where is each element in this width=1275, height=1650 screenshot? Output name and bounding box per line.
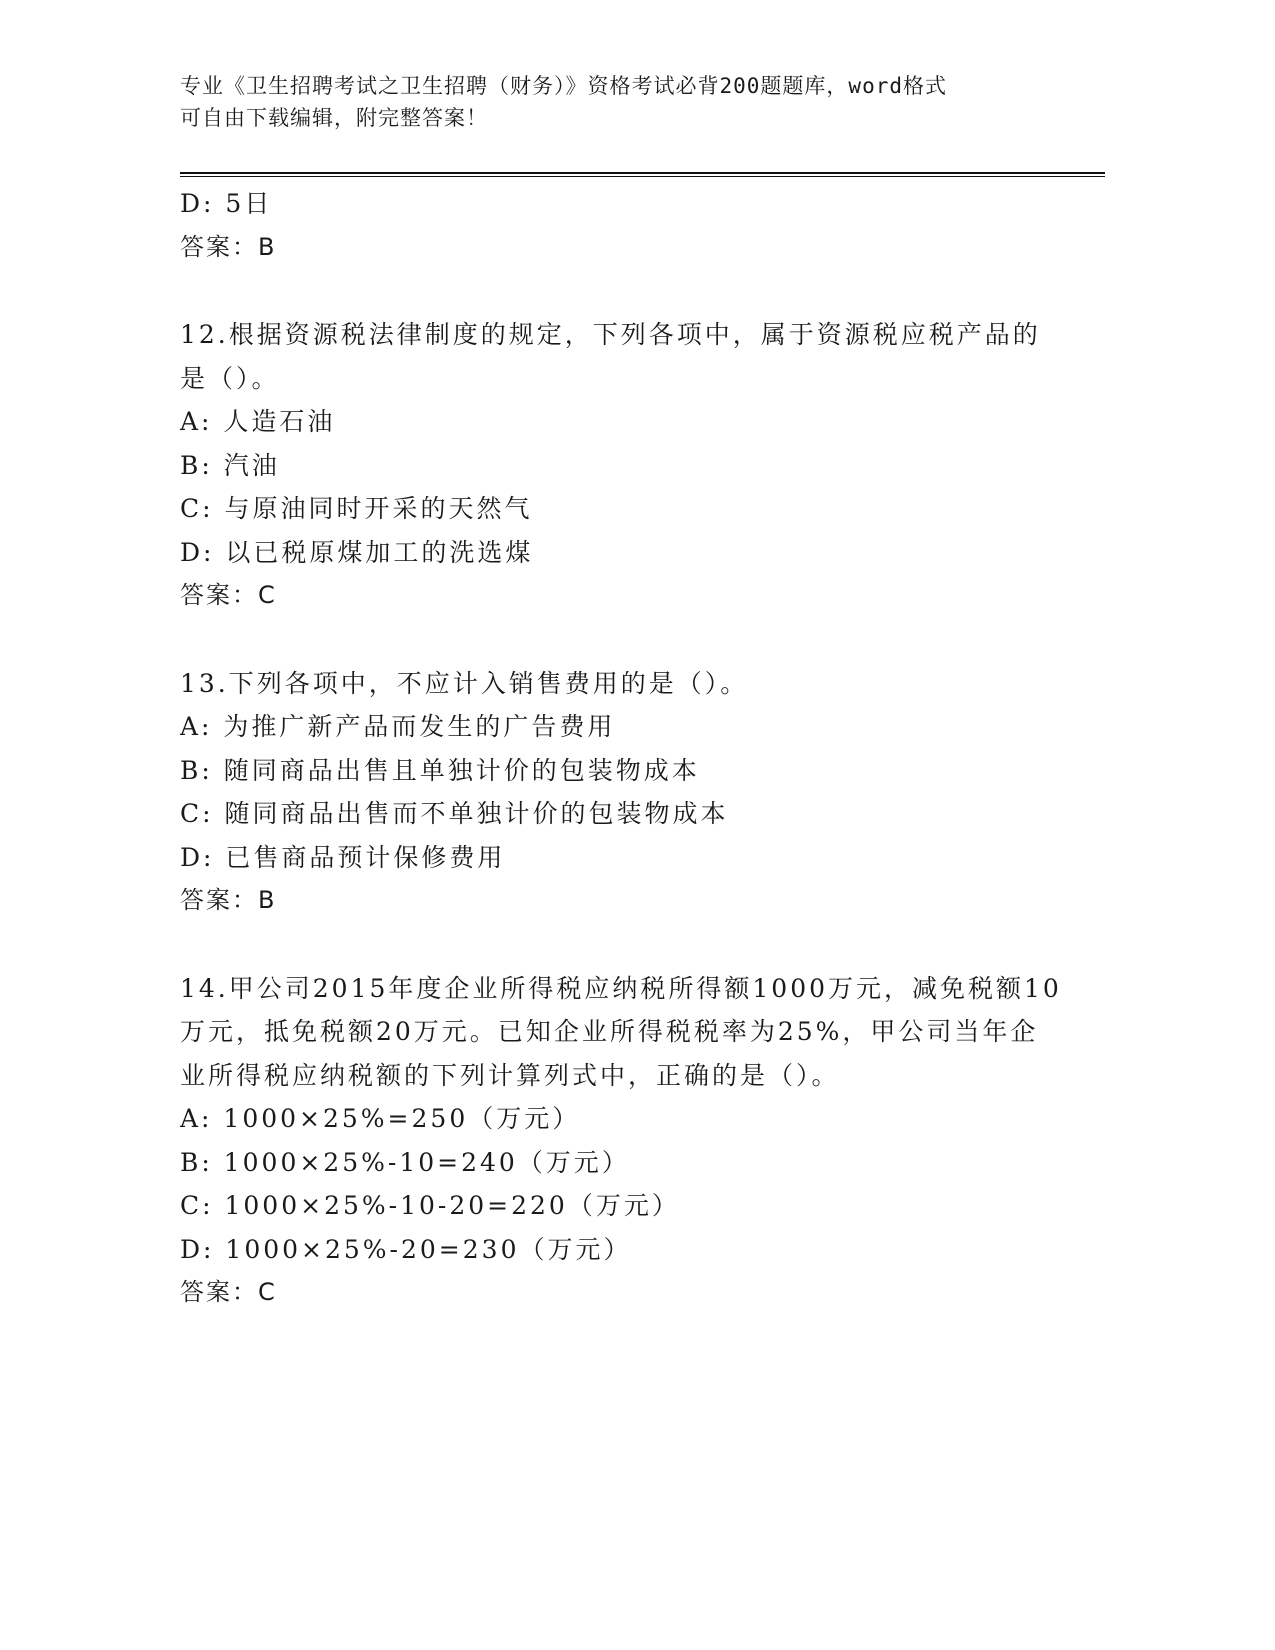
option-d: D: 5日	[180, 189, 273, 218]
option-c: C: 随同商品出售而不单独计价的包装物成本	[180, 799, 729, 828]
option-d: D: 1000×25%-20=230（万元）	[180, 1234, 632, 1264]
question-stem-line: 12.根据资源税法律制度的规定，下列各项中，属于资源税应税产品的	[180, 320, 1041, 349]
question-stem-line: 14.甲公司2015年度企业所得税应纳税所得额1000万元，减免税额10	[180, 973, 1062, 1003]
question-12	[180, 313, 1105, 618]
question-spacer	[180, 269, 1105, 313]
option-b: B: 1000×25%-10=240（万元）	[180, 1147, 630, 1177]
question-stem-line: 万元，抵免税额20万元。已知企业所得税税率为25%，甲公司当年企	[180, 1017, 1039, 1046]
option-d: D: 已售商品预计保修费用	[180, 842, 506, 872]
question-spacer	[180, 618, 1105, 662]
answer-line: 答案：B	[180, 232, 277, 261]
question-13	[180, 662, 1105, 923]
header-divider-thin	[180, 176, 1105, 177]
header-divider-thick	[180, 172, 1105, 174]
answer-line: 答案：B	[180, 886, 277, 914]
question-stem-line: 是（）。	[180, 363, 280, 393]
option-a: A: 为推广新产品而发生的广告费用	[180, 712, 616, 741]
previous-question-tail	[180, 182, 1105, 269]
option-d: D: 以已税原煤加工的洗选煤	[180, 537, 534, 567]
question-14	[180, 967, 1105, 1315]
header-title-line-1: 专业《卫生招聘考试之卫生招聘（财务）》资格考试必背200题题库，word格式	[180, 74, 947, 98]
option-b: B: 随同商品出售且单独计价的包装物成本	[180, 755, 700, 785]
document-header	[180, 70, 1060, 134]
question-spacer	[180, 923, 1105, 967]
option-c: C: 与原油同时开采的天然气	[180, 494, 533, 523]
header-title-line-2: 可自由下载编辑，附完整答案！	[180, 106, 488, 130]
answer-line: 答案：C	[180, 1278, 277, 1306]
answer-line: 答案：C	[180, 581, 277, 609]
question-content	[180, 182, 1105, 1315]
option-b: B: 汽油	[180, 450, 280, 480]
question-stem-line: 业所得税应纳税额的下列计算列式中，正确的是（）。	[180, 1060, 840, 1090]
option-a: A: 1000×25%=250（万元）	[180, 1104, 581, 1133]
question-stem-line: 13.下列各项中，不应计入销售费用的是（）。	[180, 668, 749, 698]
option-a: A: 人造石油	[180, 407, 336, 436]
option-c: C: 1000×25%-10-20=220（万元）	[180, 1191, 680, 1220]
